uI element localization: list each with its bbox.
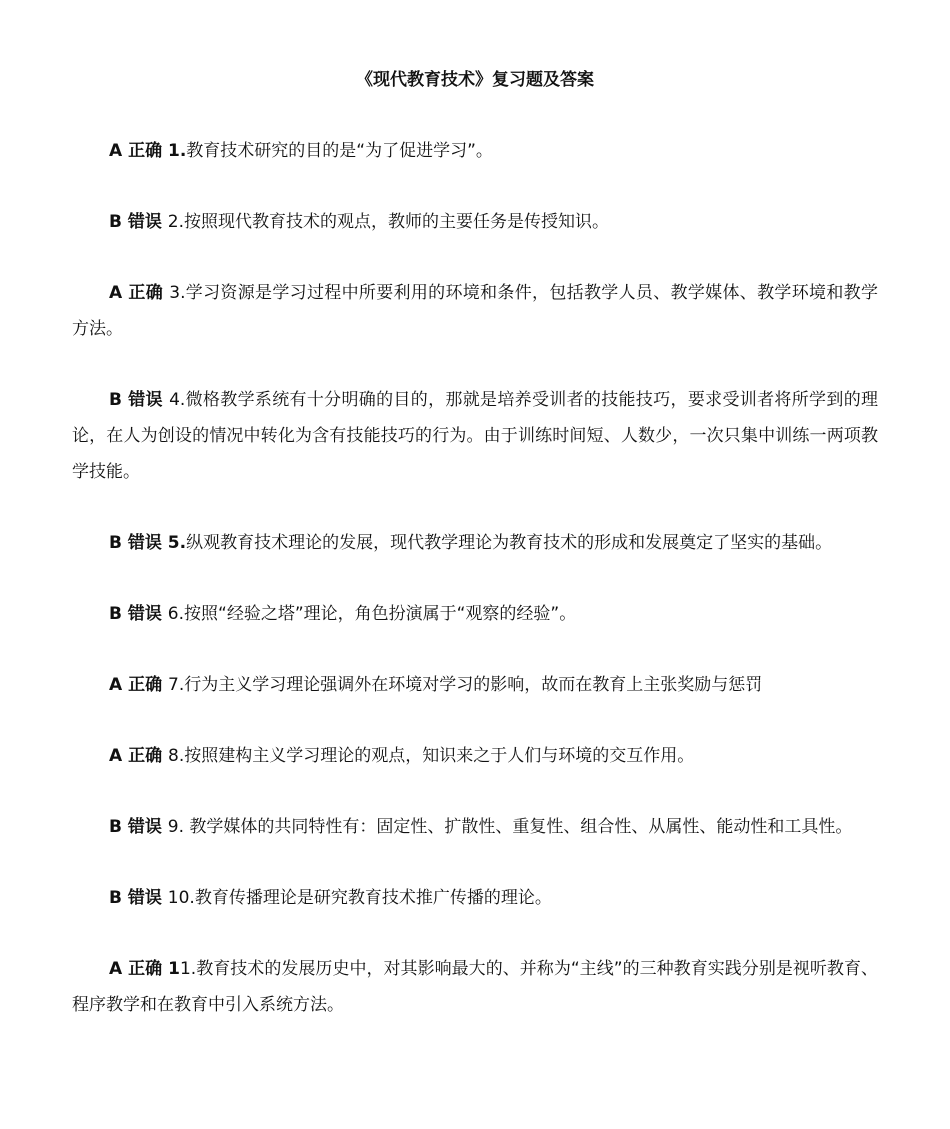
answer-label: B 错误 xyxy=(109,390,170,410)
question-item-3 xyxy=(72,275,878,347)
question-text: 10.教育传播理论是研究教育技术推广传播的理论。 xyxy=(167,888,552,908)
question-item-5 xyxy=(72,525,878,561)
answer-label: B 错误 xyxy=(109,212,168,232)
answer-label: A 正确 1. xyxy=(109,141,187,161)
question-text: 1.教育技术的发展历史中，对其影响最大的、并称为“主线”的三种教育实践分别是视听教育、程序教学和在教育中引入系统方法。 xyxy=(72,959,878,1015)
question-item-9 xyxy=(72,809,878,845)
question-item-2 xyxy=(72,204,878,240)
answer-label: A 正确 1 xyxy=(109,959,180,979)
question-text: 4.微格教学系统有十分明确的目的，那就是培养受训者的技能技巧，要求受训者将所学到的理论，在人为创设的情况中转化为含有技能技巧的行为。由于训练时间短、人数少，一次只集中训练一两项教学技能。 xyxy=(72,390,879,482)
question-item-6 xyxy=(72,596,878,632)
answer-label: B 错误 5. xyxy=(109,533,187,553)
question-text: 3.学习资源是学习过程中所要利用的环境和条件，包括教学人员、教学媒体、教学环境和教学方法。 xyxy=(72,283,878,339)
question-item-7 xyxy=(72,667,878,703)
question-text: 9. 教学媒体的共同特性有：固定性、扩散性、重复性、组合性、从属性、能动性和工具性。 xyxy=(167,817,853,837)
question-text: 8.按照建构主义学习理论的观点，知识来之于人们与环境的交互作用。 xyxy=(168,746,695,766)
question-text: 纵观教育技术理论的发展，现代教学理论为教育技术的形成和发展奠定了坚实的基础。 xyxy=(186,533,833,553)
answer-label: A 正确 xyxy=(109,675,168,695)
answer-label: B 错误 xyxy=(109,604,168,624)
question-item-10 xyxy=(72,880,878,916)
question-item-11 xyxy=(72,951,878,1023)
question-text: 2.按照现代教育技术的观点，教师的主要任务是传授知识。 xyxy=(167,212,610,232)
question-item-4 xyxy=(72,382,878,490)
answer-label: B 错误 xyxy=(109,888,168,908)
question-item-8 xyxy=(72,738,878,774)
answer-label: A 正确 xyxy=(109,283,170,303)
question-item-1 xyxy=(72,133,878,169)
question-text: 教育技术研究的目的是“为了促进学习”。 xyxy=(186,141,493,161)
answer-label: A 正确 xyxy=(109,746,168,766)
question-text: 7.行为主义学习理论强调外在环境对学习的影响，故而在教育上主张奖励与惩罚 xyxy=(168,675,763,695)
document-title: 《现代教育技术》复习题及答案 xyxy=(356,70,594,90)
question-text: 6.按照“经验之塔”理论，角色扮演属于“观察的经验”。 xyxy=(167,604,577,624)
answer-label: B 错误 xyxy=(109,817,168,837)
